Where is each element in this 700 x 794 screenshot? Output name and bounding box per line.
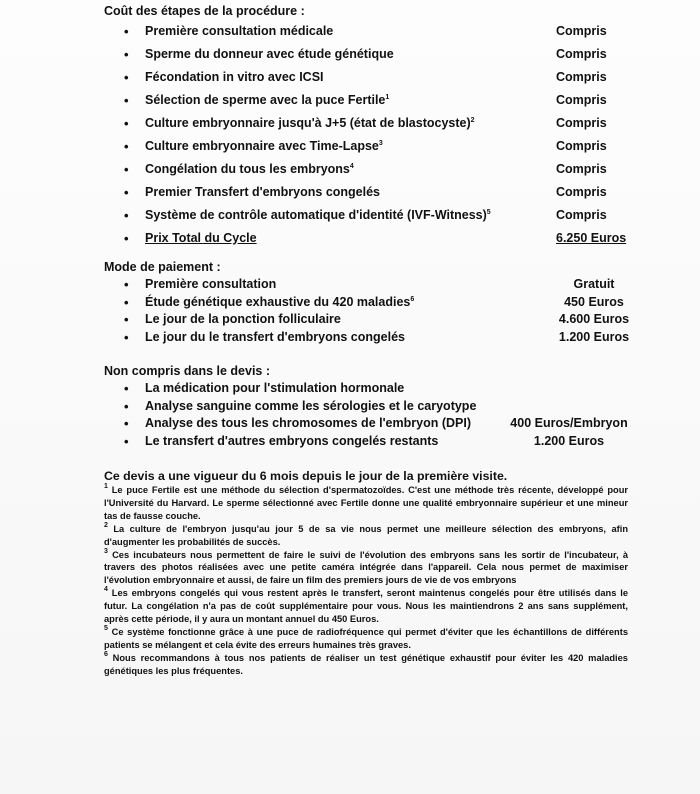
cost-item xyxy=(104,181,634,204)
item-label: Sélection de sperme avec la puce Fertile$^1$ xyxy=(145,93,390,107)
cost-item xyxy=(104,20,634,43)
payment-item xyxy=(104,311,634,329)
item-label: Le jour du le transfert d'embryons congelés xyxy=(145,330,405,345)
footnote-ref: 5 xyxy=(486,209,491,216)
footnote: $^4$ Les embryons congelés qui vous restent après le transfert, seront maintenus congelés pour être utilisés dans le futur. La congélation n'a pas de coût supplémentaire pour vous. Nous les maintiendrons 2 ans sans supplément, après cette période, il y aura un montant annuel du 450 Euros. xyxy=(104,586,628,625)
payment-item xyxy=(104,276,634,294)
payment-section-title: Mode de paiement : xyxy=(104,260,221,274)
item-value: 1.200 Euros xyxy=(533,434,605,449)
item-value: Compris xyxy=(556,208,607,222)
footnotes xyxy=(104,484,632,678)
item-value: Compris xyxy=(556,139,607,153)
item-value: Gratuit xyxy=(573,277,615,291)
payment-section xyxy=(104,258,634,347)
excluded-item xyxy=(104,380,634,398)
validity-statement: Ce devis a une vigueur du 6 mois depuis le jour de la première visite. xyxy=(104,469,508,483)
item-value: Compris xyxy=(556,116,607,130)
payment-list xyxy=(104,276,634,347)
total-value: 6.250 Euros xyxy=(556,231,627,245)
bullet-icon: • xyxy=(124,139,129,154)
bullet-icon: • xyxy=(124,24,129,39)
bullet-icon: • xyxy=(124,312,129,328)
bullet-icon: • xyxy=(124,185,129,200)
footnote-number: 5 xyxy=(104,624,108,632)
payment-item xyxy=(104,329,634,347)
bullet-icon: • xyxy=(124,330,129,346)
item-value: 400 Euros/Embryon xyxy=(510,416,628,431)
footnote: $^5$ Ce système fonctionne grâce à une puce de radiofréquence qui permet d'éviter que les échantillons de différents patients se mélangent et cela évite des erreurs humaines très graves. xyxy=(104,624,628,650)
cost-list xyxy=(104,20,634,250)
cost-section-title: Coût des étapes de la procédure : xyxy=(104,4,305,18)
footnote-ref: 2 xyxy=(470,117,475,124)
item-value: Compris xyxy=(556,24,607,38)
footnote-ref: 4 xyxy=(349,163,354,170)
cost-item xyxy=(104,135,634,158)
excluded-section-title: Non compris dans le devis : xyxy=(104,364,271,378)
excluded-item xyxy=(104,433,634,451)
item-value: Compris xyxy=(556,47,607,61)
item-label: Congélation du tous les embryons$^4$ xyxy=(145,162,354,176)
item-label: Culture embryonnaire avec Time-Lapse$^3$ xyxy=(145,139,383,153)
cost-item xyxy=(104,204,634,227)
item-label: Système de contrôle automatique d'identité (IVF-Witness)$^5$ xyxy=(145,208,491,222)
item-value: Compris xyxy=(556,70,607,84)
footnote-number: 3 xyxy=(104,547,108,555)
item-label: Le jour de la ponction folliculaire xyxy=(145,312,341,327)
footnote-number: 2 xyxy=(104,521,108,529)
footnote-number: 1 xyxy=(104,483,108,490)
item-value: Compris xyxy=(556,162,607,176)
item-label: Le transfert d'autres embryons congelés restants xyxy=(145,434,439,449)
item-label: Culture embryonnaire jusqu'à J+5 (état de blastocyste)$^2$ xyxy=(145,116,475,130)
cost-item xyxy=(104,89,634,112)
item-label: Analyse des tous les chromosomes de l'embryon (DPI) xyxy=(145,416,471,431)
item-value: Compris xyxy=(556,185,607,199)
footnote: $^3$ Ces incubateurs nous permettent de faire le suivi de l'évolution des embryons sans les sortir de l'incubateur, à travers des photos réalisées avec une petite caméra intégrée dans l'appareil. Cela nous permet de maximiser l'évolution embryonnaire et aussi, de faire un film des premiers jours de vie de vos embryons xyxy=(104,547,628,586)
bullet-icon: • xyxy=(124,70,129,85)
excluded-item xyxy=(104,415,634,433)
cost-section xyxy=(104,2,634,250)
footnote-ref: 6 xyxy=(410,295,415,303)
excluded-list xyxy=(104,380,634,451)
bullet-icon: • xyxy=(124,208,129,223)
cost-item xyxy=(104,158,634,181)
item-label: Sperme du donneur avec étude génétique xyxy=(145,47,394,61)
item-label: Première consultation xyxy=(145,277,277,291)
item-label: Étude génétique exhaustive du 420 maladies$^6$ xyxy=(145,294,415,309)
bullet-icon: • xyxy=(124,116,129,131)
cost-item xyxy=(104,43,634,66)
footnote-ref: 1 xyxy=(385,94,390,101)
footnote: $^6$ Nous recommandons à tous nos patients de réaliser un test génétique exhaustif pour éviter les 420 maladies génétiques les plus fréquentes. xyxy=(104,650,628,676)
total-label: Prix Total du Cycle xyxy=(145,231,257,245)
cost-item xyxy=(104,112,634,135)
bullet-icon: • xyxy=(124,381,129,396)
item-value: 1.200 Euros xyxy=(558,330,630,345)
bullet-icon: • xyxy=(124,416,129,432)
payment-item xyxy=(104,294,634,312)
bullet-icon: • xyxy=(124,277,129,292)
footnote: $^1$ Le puce Fertile est une méthode du sélection d'spermatozoïdes. C'est une méthode très récente, développé pour l'Université du Harvard. Le sperme sélectionné avec Fertile donne une qualité embryonnaire supérieur et une mineur tas de fausse couche. xyxy=(104,483,628,521)
item-value: Compris xyxy=(556,93,607,107)
item-label: Fécondation in vitro avec ICSI xyxy=(145,70,324,84)
item-label: La médication pour l'stimulation hormonale xyxy=(145,381,405,395)
item-label: Première consultation médicale xyxy=(145,24,334,38)
item-value: 450 Euros xyxy=(564,294,624,309)
item-label: Premier Transfert d'embryons congelés xyxy=(145,185,381,199)
item-label: Analyse sanguine comme les sérologies et le caryotype xyxy=(145,398,477,413)
footnote: $^2$ La culture de l'embryon jusqu'au jour 5 de sa vie nous permet une meilleure sélection des embryons, afin d'augmenter les probabilités de succès. xyxy=(104,521,629,547)
notes-section xyxy=(104,468,632,678)
footnote-number: 6 xyxy=(104,650,108,658)
excluded-item xyxy=(104,398,634,416)
footnote-ref: 3 xyxy=(378,140,383,147)
bullet-icon: • xyxy=(124,294,129,310)
cost-item xyxy=(104,66,634,89)
bullet-icon: • xyxy=(124,162,129,177)
bullet-icon: • xyxy=(124,231,129,246)
item-value: 4.600 Euros xyxy=(558,312,630,327)
bullet-icon: • xyxy=(124,398,129,414)
total-row xyxy=(104,227,634,250)
bullet-icon: • xyxy=(124,434,129,450)
excluded-section xyxy=(104,362,634,451)
footnote-number: 4 xyxy=(104,586,108,594)
bullet-icon: • xyxy=(124,47,129,62)
bullet-icon: • xyxy=(124,93,129,108)
